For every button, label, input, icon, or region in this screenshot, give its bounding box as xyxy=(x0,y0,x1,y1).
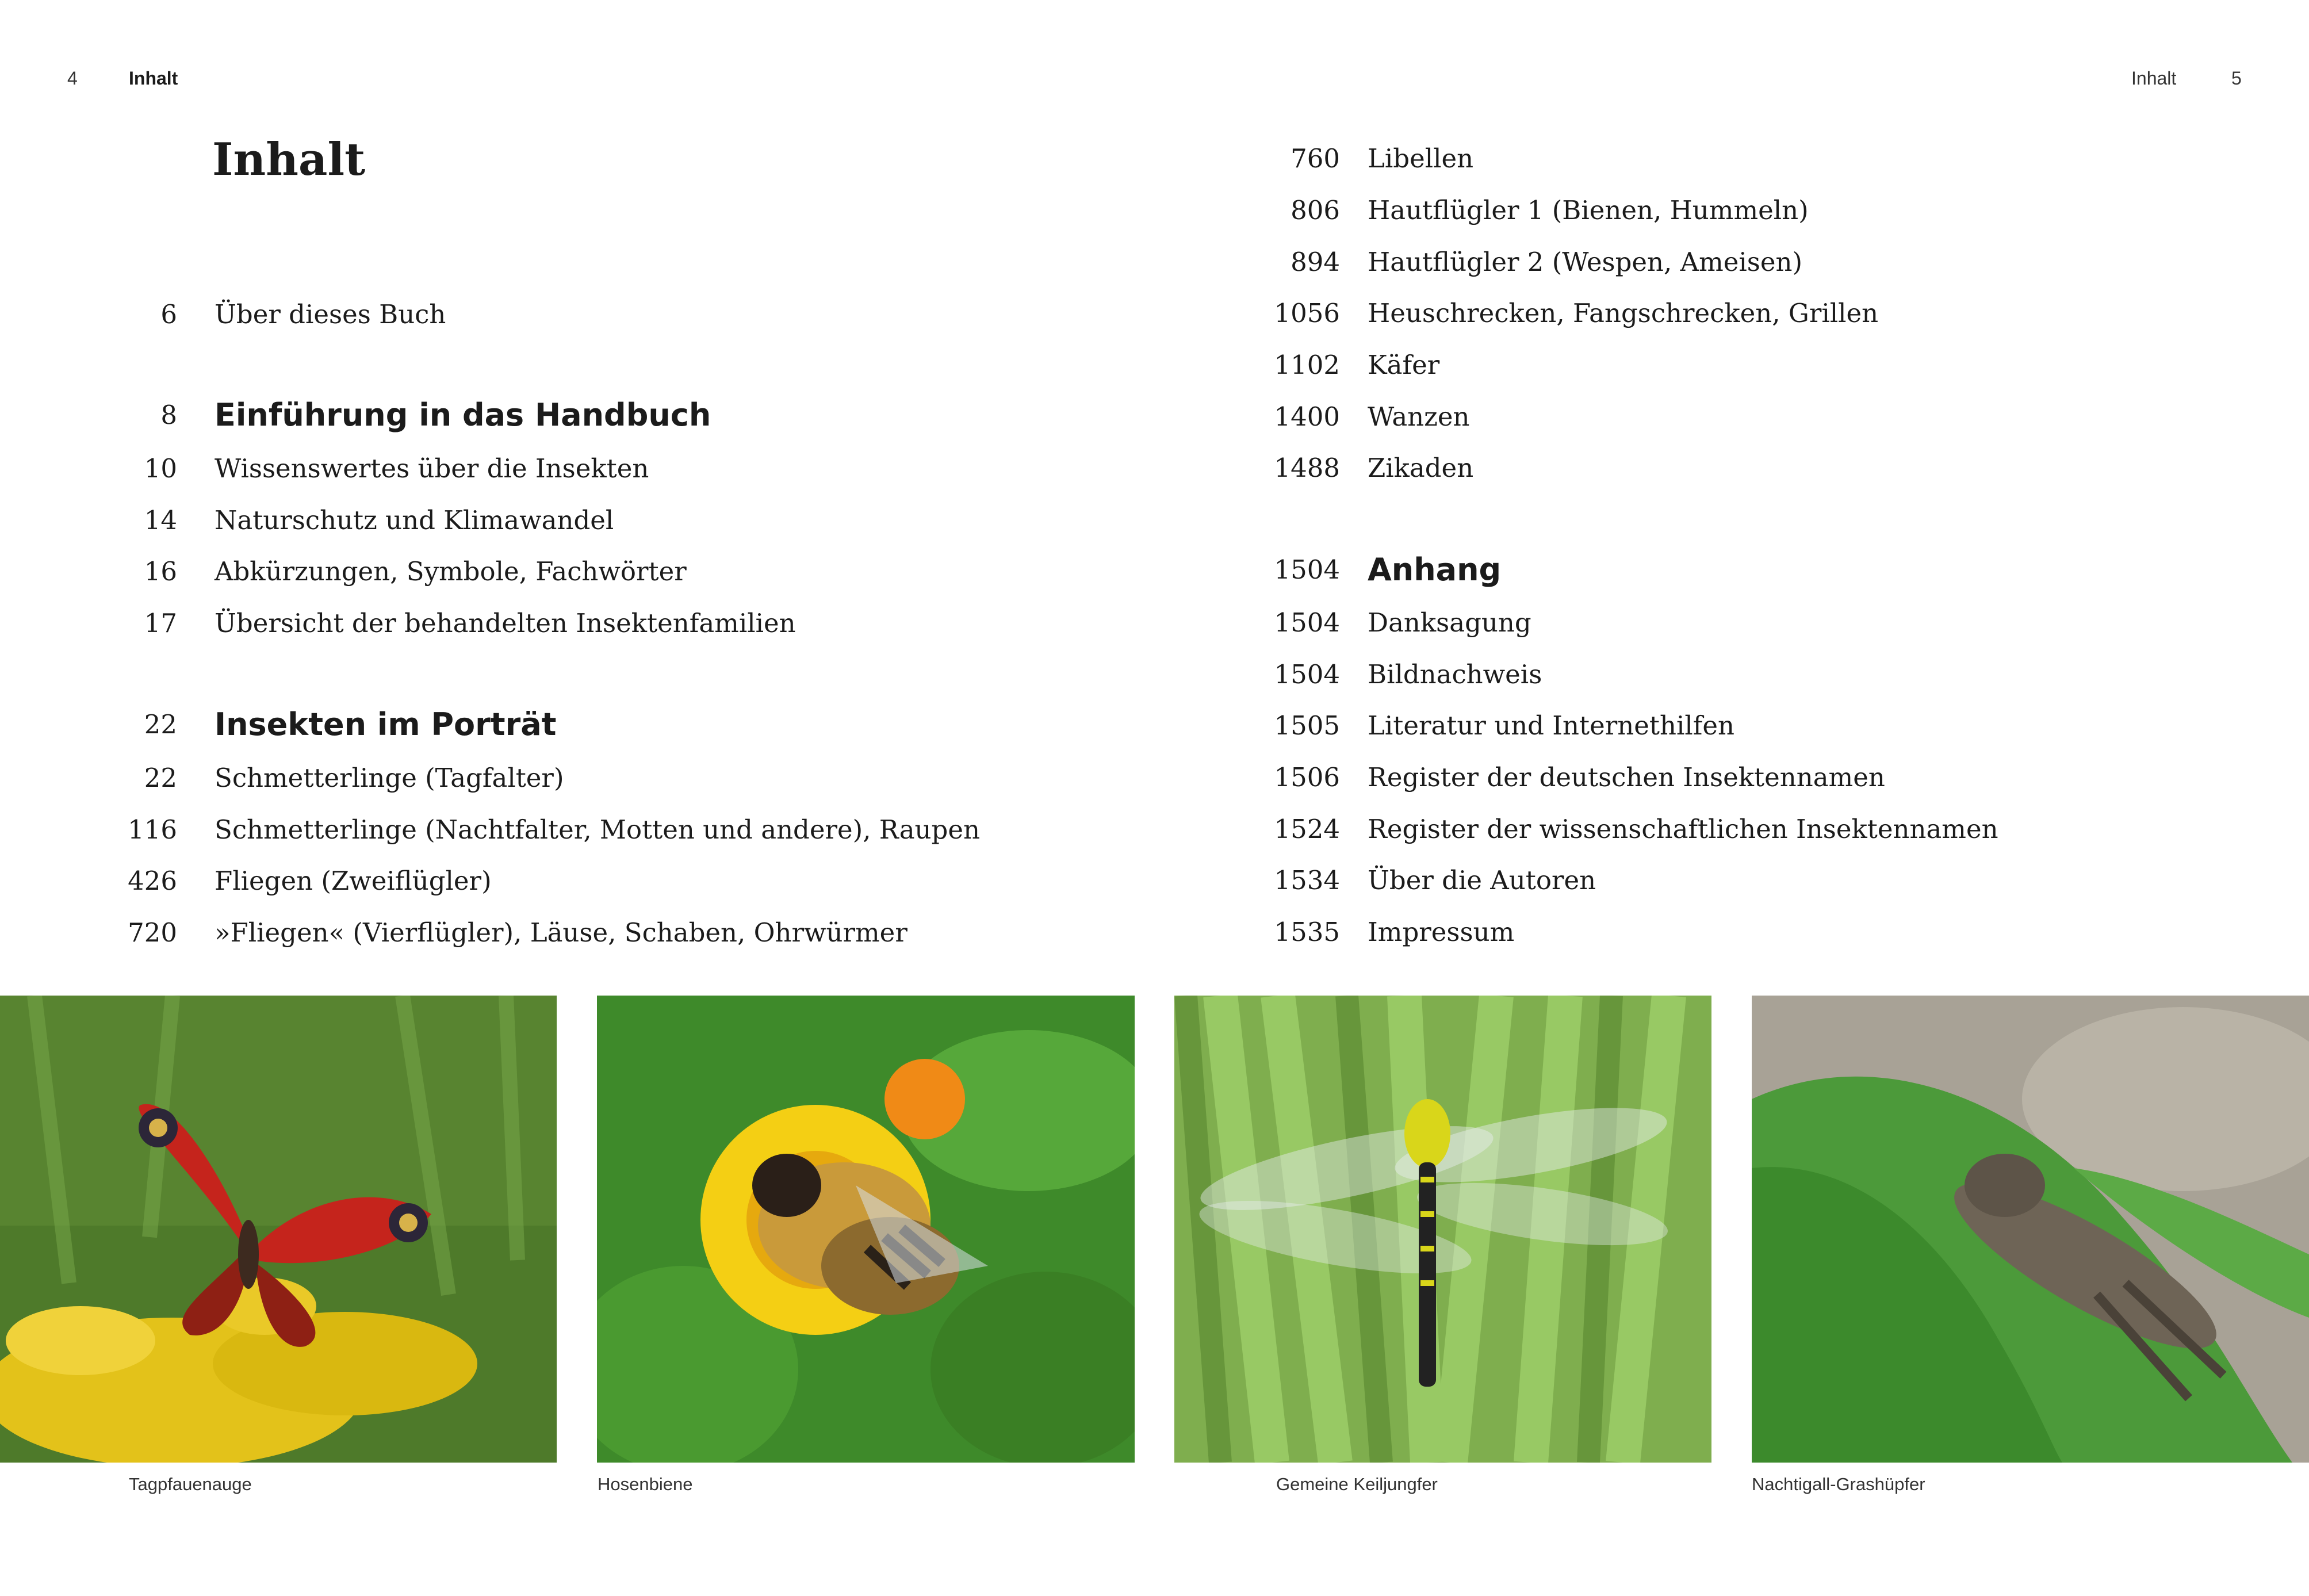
right-page-number: 5 xyxy=(2231,68,2242,89)
toc-page-number: 1535 xyxy=(1274,917,1340,947)
toc-page-number: 1400 xyxy=(1274,401,1340,432)
toc-label: Übersicht der behandelten Insektenfamilien xyxy=(215,608,796,638)
toc-label: Insekten im Porträt xyxy=(215,706,557,742)
toc-page-number: 14 xyxy=(144,505,177,535)
toc-label: Impressum xyxy=(1368,917,1515,947)
toc-label: Schmetterlinge (Tagfalter) xyxy=(215,763,564,793)
toc-page-number: 720 xyxy=(128,917,177,948)
dragonfly-photo xyxy=(1174,996,1711,1463)
toc-label: Über dieses Buch xyxy=(215,299,446,330)
toc-page-number: 1504 xyxy=(1274,607,1340,638)
toc-label: Fliegen (Zweiflügler) xyxy=(215,866,492,896)
toc-label: Einführung in das Handbuch xyxy=(215,397,711,433)
dragonfly-photo-graphic xyxy=(1174,996,1711,1463)
toc-label: Schmetterlinge (Nachtfalter, Motten und andere), Raupen xyxy=(215,814,980,845)
photo-caption: Hosenbiene xyxy=(598,1474,693,1494)
grasshopper-photo-graphic xyxy=(1752,996,2309,1463)
toc-page-number: 6 xyxy=(160,299,177,330)
toc-label: Literatur und Internethilfen xyxy=(1368,710,1734,741)
toc-label: Käfer xyxy=(1368,350,1440,380)
butterfly-photo xyxy=(0,996,557,1463)
toc-page-number: 16 xyxy=(144,556,177,587)
toc-page-number: 1504 xyxy=(1274,659,1340,690)
toc-label: Wanzen xyxy=(1368,401,1470,432)
toc-page-number: 1505 xyxy=(1274,710,1340,741)
right-running-title: Inhalt xyxy=(2131,68,2177,89)
toc-label: Libellen xyxy=(1368,143,1474,174)
toc-page-number: 8 xyxy=(160,400,177,430)
toc-label: Hautflügler 1 (Bienen, Hummeln) xyxy=(1368,195,1809,225)
toc-label: Bildnachweis xyxy=(1368,659,1542,690)
toc-label: Abkürzungen, Symbole, Fachwörter xyxy=(215,556,687,587)
bee-photo xyxy=(597,996,1135,1463)
grasshopper-photo xyxy=(1752,996,2309,1463)
toc-page-number: 17 xyxy=(144,608,177,638)
left-page-number: 4 xyxy=(67,68,78,89)
toc-label: Register der wissenschaftlichen Insektennamen xyxy=(1368,814,1998,844)
toc-page-number: 1056 xyxy=(1274,298,1340,328)
page-title: Inhalt xyxy=(212,133,366,186)
left-running-title: Inhalt xyxy=(129,68,178,89)
toc-page-number: 806 xyxy=(1291,195,1340,225)
toc-label: Wissenswertes über die Insekten xyxy=(215,453,649,484)
toc-page-number: 1488 xyxy=(1274,453,1340,483)
butterfly-photo-graphic xyxy=(0,996,557,1463)
toc-page-number: 1102 xyxy=(1274,350,1340,380)
toc-page-number: 1506 xyxy=(1274,762,1340,793)
toc-label: Anhang xyxy=(1368,552,1502,588)
toc-label: Hautflügler 2 (Wespen, Ameisen) xyxy=(1368,247,1803,277)
toc-page-number: 22 xyxy=(144,763,177,793)
toc-page-number: 116 xyxy=(128,814,177,845)
toc-page-number: 894 xyxy=(1291,247,1340,277)
toc-label: Zikaden xyxy=(1368,453,1474,483)
toc-page-number: 426 xyxy=(128,866,177,896)
toc-label: Danksagung xyxy=(1368,607,1531,638)
toc-label: Heuschrecken, Fangschrecken, Grillen xyxy=(1368,298,1879,328)
toc-page-number: 760 xyxy=(1291,143,1340,174)
toc-page-number: 1504 xyxy=(1274,554,1340,585)
toc-page-number: 1524 xyxy=(1274,814,1340,844)
bee-photo-graphic xyxy=(597,996,1135,1463)
toc-page-number: 10 xyxy=(144,453,177,484)
photo-caption: Tagpfauenauge xyxy=(129,1474,252,1494)
toc-page-number: 22 xyxy=(144,709,177,740)
photo-caption: Nachtigall-Grashüpfer xyxy=(1752,1474,1925,1494)
toc-page-number: 1534 xyxy=(1274,865,1340,895)
photo-caption: Gemeine Keiljungfer xyxy=(1276,1474,1438,1494)
toc-label: Naturschutz und Klimawandel xyxy=(215,505,614,535)
toc-label: »Fliegen« (Vierflügler), Läuse, Schaben, Ohrwürmer xyxy=(215,917,907,948)
toc-label: Register der deutschen Insektennamen xyxy=(1368,762,1885,793)
toc-label: Über die Autoren xyxy=(1368,865,1596,895)
